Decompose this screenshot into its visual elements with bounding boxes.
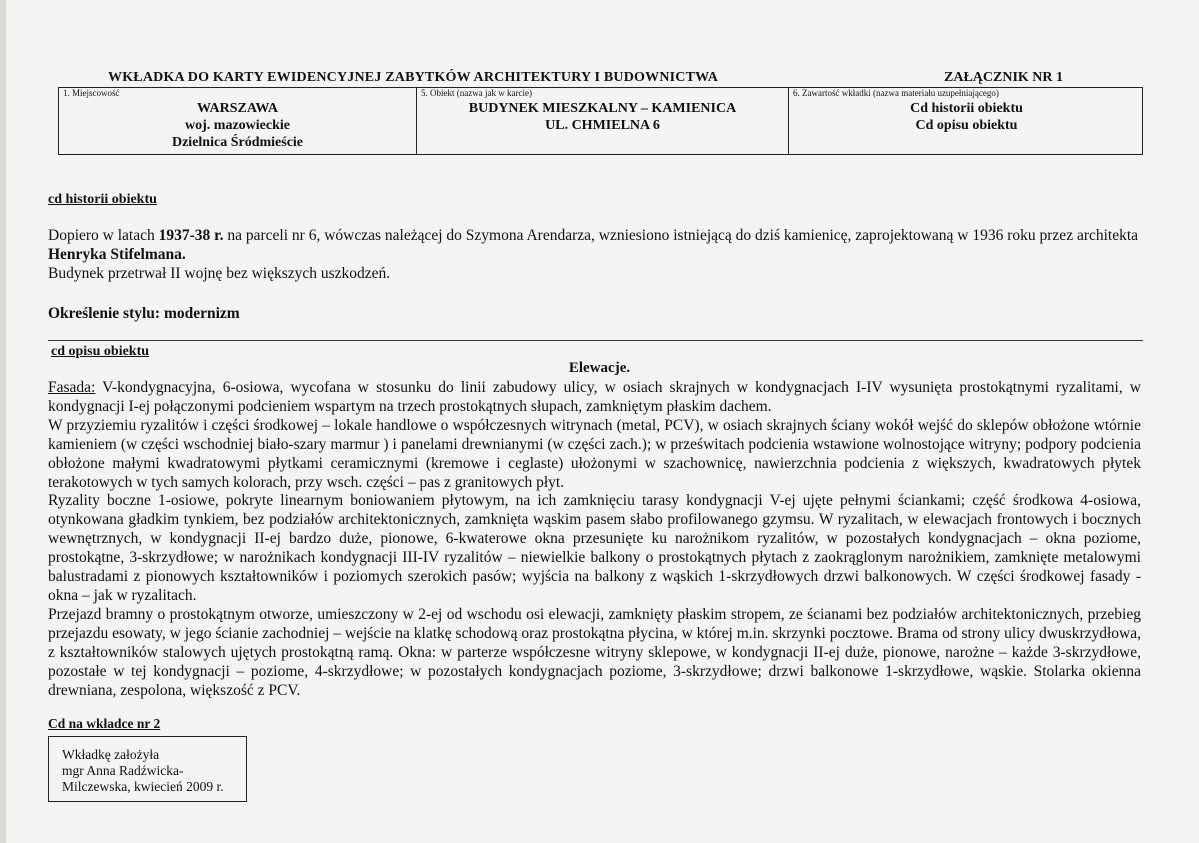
author-name: mgr Anna Radźwicka-: [62, 763, 184, 778]
author-date: Milczewska, kwiecień 2009 r.: [62, 779, 224, 794]
author-box: [48, 736, 247, 802]
contents-item: Cd opisu obiektu: [915, 118, 1018, 133]
cell-contents: [789, 88, 1144, 154]
ground-floor-paragraph: W przyziemiu ryzalitów i części środkowej – lokale handlowe o współczesnych witrynach (metal, PCV), w osiach skrajnych ściany wokół wejść do sklepów obłożone wtórnie kamieniem (w części wschodniej biało-szary marmur ) i panelami drewnianymi (w części zach.); w prześwitach podcienia wstawione wolnostojące witryny; podpory podcienia obłożone małymi kwadratowymi płytkami ceramicznymi (kremowe i ceglaste) ułożonymi w szachownicę, nawierzchnia podcienia z większych, kwadratowych płytek terakotowych w tych samych kolorach, przy wsch. części – pas z granitowych płyt.: [48, 416, 1141, 491]
description-heading: cd opisu obiektu: [51, 344, 150, 359]
architect-name: Henryka Stifelmana.: [48, 246, 186, 263]
voivodeship: woj. mazowieckie: [185, 118, 290, 133]
history-paragraph-2: Budynek przetrwał II wojnę bez większych uszkodzeń.: [48, 265, 391, 282]
years: 1937-38 r.: [158, 227, 224, 244]
cell-label: 5. Obiekt (nazwa jak w karcie): [421, 88, 532, 98]
cell-label: 6. Zawartość wkładki (nazwa materiału uzupełniającego): [793, 88, 999, 98]
description-body: [48, 379, 1141, 700]
history-paragraph: Dopiero w latach 1937-38 r. na parceli nr 6, wówczas należącej do Szymona Arendarza, wzniesiono istniejącą do dziś kamienicę, zaprojektowaną w 1936 roku przez architekta Henryka Stifelmana.: [48, 227, 1139, 263]
object-name: BUDYNEK MIESZKALNY – KAMIENICA: [468, 101, 737, 116]
form-title: WKŁADKA DO KARTY EWIDENCYJNEJ ZABYTKÓW ARCHITEKTURY I BUDOWNICTWA: [108, 70, 719, 85]
cell-label: 1. Miejscowość: [63, 88, 120, 98]
city: WARSZAWA: [197, 101, 278, 116]
cell-location: [59, 88, 417, 154]
header-table: [58, 88, 1143, 155]
contents-item: Cd historii obiektu: [910, 101, 1023, 116]
gateway-paragraph: Przejazd bramny o prostokątnym otworze, umieszczony w 2-ej od wschodu osi elewacji, zamknięty płaskim stropem, ze ścianami bez podziałów architektonicznych, przebieg przejazdu esowaty, w jego ścianie zachodniej – wejście na klatkę schodową oraz prostokątna płycina, w której m.in. skrzynki pocztowe. Brama od strony ulicy dwuskrzydłowa, z kształtowników stalowych ujętych prostokątną ramą. Okna: w parterze współczesne witryny sklepowe, w kondygnacji II-ej duże, pionowe, narożne – każde 3-skrzydłowe, pozostałe w tej kondygnacji – poziome, 4-skrzydłowe; w pozostałych kondygnacjach poziome, 3-skrzydłowe; drzwi balkonowe 1-skrzydłowe, wąskie. Stolarka okienna drewniana, zespolona, większość z PCV.: [48, 605, 1141, 699]
continued-on-next-insert: Cd na wkładce nr 2: [48, 716, 161, 731]
scan-edge: [0, 0, 6, 843]
style-designation: Określenie stylu: modernizm: [48, 305, 240, 322]
risalit-paragraph: Ryzality boczne 1-osiowe, pokryte linearnym boniowaniem płytowym, na ich zamknięciu tarasy kondygnacji V-ej ujęte pełnymi ściankami; część środkowa 4-osiowa, otynkowana gładkim tynkiem, bez podziałów architektonicznych, zamknięta wąskim pasem słabo profilowanego gzymsu. W ryzalitach, w elewacjach frontowych i bocznych wewnętrznych, w kondygnacji II-ej bardzo duże, pionowe, 6-kwaterowe okna przesunięte ku narożnikom ryzalitów, w pozostałych kondygnacjach – okna poziome, prostokątne, 3-skrzydłowe; w narożnikach kondygnacji III-IV ryzalitów – niewielkie balkony o prostokątnych płytach z zaokrąglonym narożnikiem, zamknięte metalowymi balustradami z pionowych kształtowników i poziomych szerokich pasów; wyjścia na balkony z wąskich 1-skrzydłowych drzwi balkonowych. W części środkowej fasady - okna – jak w ryzalitach.: [48, 492, 1141, 604]
annex-number: ZAŁĄCZNIK NR 1: [944, 70, 1064, 85]
object-address: UL. CHMIELNA 6: [545, 118, 660, 133]
district: Dzielnica Śródmieście: [171, 135, 304, 150]
elevations-title: Elewacje.: [568, 360, 631, 376]
author-line: Wkładkę założyła: [62, 747, 160, 762]
cell-object: [417, 88, 789, 154]
facade-label: Fasada:: [48, 379, 96, 396]
history-heading: cd historii obiektu: [48, 192, 157, 207]
facade-paragraph: Fasada: V-kondygnacyjna, 6-osiowa, wycofana w stosunku do linii zabudowy ulicy, w osiach skrajnych w kondygnacjach I-IV wysunięta prostokątnymi ryzalitami, w kondygnacji I-ej połączonymi podcieniem wspartym na trzech prostokątnych słupach, zamkniętym płaskim dachem.: [48, 379, 1141, 415]
section-separator: [48, 340, 1143, 341]
